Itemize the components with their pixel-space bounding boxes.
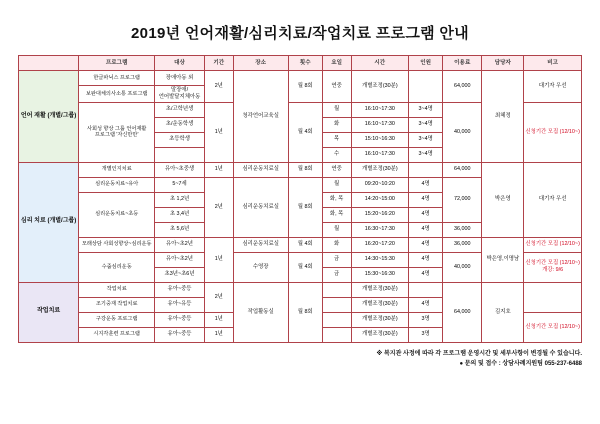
cell-day: 수 (322, 147, 351, 162)
cell-day: 월 (322, 222, 351, 237)
cell-time: 15:20~16:20 (351, 207, 409, 222)
group-cell-occupational: 작업치료 (19, 282, 79, 342)
cell-program: 보완대체의사소통 프로그램 (79, 86, 155, 103)
page-title: 2019년 언어재활/심리치료/작업치료 프로그램 안내 (131, 25, 469, 42)
header-program: 프로그램 (79, 56, 155, 71)
cell-target (155, 147, 205, 162)
table-row (19, 71, 582, 86)
header-target: 대상 (155, 56, 205, 71)
cell-program: 심리운동치료~유아 (79, 177, 155, 192)
cell-fee: 64,000 (443, 71, 482, 103)
header-period: 기간 (204, 56, 233, 71)
cell-people: 3~4명 (409, 117, 443, 132)
cell-period: 1년 (204, 312, 233, 327)
cell-day: 월 (322, 177, 351, 192)
cell-note (524, 282, 582, 312)
cell-day (322, 282, 351, 297)
cell-period: 2년 (204, 177, 233, 237)
cell-time: 개별조정(30분) (351, 162, 409, 177)
cell-time: 개별조정(30분) (351, 327, 409, 342)
cell-day: 화, 목 (322, 207, 351, 222)
cell-people: 3~4명 (409, 102, 443, 117)
group-cell-language: 언어 재활 (개별/그룹) (19, 71, 79, 163)
header-staff: 담당자 (482, 56, 524, 71)
cell-place: 작업활동실 (233, 282, 288, 342)
cell-target: 유아~중등 (155, 282, 205, 297)
cell-day (322, 297, 351, 312)
cell-day: 월 (322, 102, 351, 117)
cell-people: 4명 (409, 192, 443, 207)
header-group (19, 56, 79, 71)
cell-period: 1년 (204, 102, 233, 162)
cell-fee: 36,000 (443, 237, 482, 252)
cell-place: 수영장 (233, 252, 288, 282)
cell-time: 16:20~17:20 (351, 237, 409, 252)
cell-count: 월 8회 (288, 71, 322, 103)
cell-target: 초/운동학생 (155, 117, 205, 132)
cell-fee: 40,000 (443, 102, 482, 162)
cell-time: 16:10~17:30 (351, 102, 409, 117)
cell-staff: 김지호 (482, 282, 524, 342)
cell-program: 사회성 향상 그룹 언어재활 프로그램 '자신만만' (79, 102, 155, 162)
cell-people: 4명 (409, 237, 443, 252)
cell-people (409, 71, 443, 103)
cell-day: 연중 (322, 162, 351, 177)
header-count: 횟수 (288, 56, 322, 71)
cell-place: 심리운동치료실 (233, 162, 288, 177)
table-body (19, 71, 582, 343)
cell-program: 구강운동 프로그램 (79, 312, 155, 327)
cell-people: 3~4명 (409, 147, 443, 162)
cell-people: 3~4명 (409, 132, 443, 147)
program-table (18, 55, 582, 343)
cell-time: 16:10~17:30 (351, 147, 409, 162)
header-time: 시간 (351, 56, 409, 71)
cell-people: 3명 (409, 312, 443, 327)
header-people: 인원 (409, 56, 443, 71)
cell-time: 14:20~15:00 (351, 192, 409, 207)
cell-count: 월 4회 (288, 102, 322, 162)
cell-count: 월 4회 (288, 237, 322, 252)
cell-day: 화, 목 (322, 192, 351, 207)
cell-target: 유아~초2년 (155, 252, 205, 267)
cell-people: 4명 (409, 177, 443, 192)
cell-time: 09:20~10:20 (351, 177, 409, 192)
cell-target: 초 3,4년 (155, 207, 205, 222)
cell-target: 초 1,2년 (155, 192, 205, 207)
cell-period: 2년 (204, 71, 233, 103)
cell-fee: 36,000 (443, 222, 482, 237)
cell-people: 4명 (409, 297, 443, 312)
cell-day: 화 (322, 237, 351, 252)
cell-note: 신청기간 모집 (12/10~) (524, 102, 582, 162)
cell-note: 신청기간 모집 (12/10~) 개강: 9/6 (524, 252, 582, 282)
cell-people: 3명 (409, 327, 443, 342)
header-fee: 이용료 (443, 56, 482, 71)
cell-target: 유아~초중생 (155, 162, 205, 177)
cell-target: 초/고학년생 (155, 102, 205, 117)
cell-fee: 40,000 (443, 252, 482, 282)
cell-target: 유아~중등 (155, 327, 205, 342)
cell-count: 월 8회 (288, 282, 322, 342)
cell-note: 신청기간 모집 (12/10~) (524, 237, 582, 252)
cell-day (322, 312, 351, 327)
cell-count: 월 4회 (288, 252, 322, 282)
cell-day: 화 (322, 117, 351, 132)
header-place: 장소 (233, 56, 288, 71)
cell-target: 초 5,6년 (155, 222, 205, 237)
cell-people: 4명 (409, 267, 443, 282)
cell-people (409, 162, 443, 177)
cell-program: 작업치료 (79, 282, 155, 297)
cell-fee: 64,000 (443, 282, 482, 342)
cell-people (409, 282, 443, 297)
cell-target: 초3년~초6년 (155, 267, 205, 282)
header-note: 비고 (524, 56, 582, 71)
group-cell-psychology: 심리 치료 (개별/그룹) (19, 162, 79, 282)
cell-program: 개별인지치료 (79, 162, 155, 177)
cell-time: 14:30~15:30 (351, 252, 409, 267)
table-header (19, 56, 582, 71)
cell-place: 심리운동치료실 (233, 177, 288, 237)
footnote-contact: ● 문의 및 접수 : 상담사례지원팀 055-237-6488 (459, 361, 582, 368)
cell-target: 유아~유등 (155, 297, 205, 312)
cell-day: 목 (322, 132, 351, 147)
cell-people: 4명 (409, 207, 443, 222)
cell-target: 장애아동 외 (155, 71, 205, 86)
cell-day: 금 (322, 267, 351, 282)
cell-place: 심리운동치료실 (233, 237, 288, 252)
cell-day: 연중 (322, 71, 351, 103)
cell-target: 유아~초2년 (155, 237, 205, 252)
cell-target: 5~7세 (155, 177, 205, 192)
cell-period: 1년 (204, 237, 233, 282)
cell-day (322, 327, 351, 342)
cell-fee: 72,000 (443, 177, 482, 222)
table-row (19, 282, 582, 297)
cell-staff: 박은영,이명남 (482, 237, 524, 282)
table-header-row (19, 56, 582, 71)
cell-time: 16:30~17:30 (351, 222, 409, 237)
cell-note: 대기자 우선 (524, 71, 582, 103)
cell-program: 조기중재 작업치료 (79, 297, 155, 312)
cell-count: 월 8회 (288, 162, 322, 177)
footnote-policy: ※ 복지관 사정에 따라 각 프로그램 운영시간 및 세부사항이 변경될 수 있습니다. (376, 350, 582, 357)
cell-count: 월 8회 (288, 177, 322, 237)
cell-people: 4명 (409, 222, 443, 237)
cell-note: 대기자 우선 (524, 162, 582, 237)
cell-program: 모래상담 사회성향상~심리운동 (79, 237, 155, 252)
cell-program: 심리운동치료~초등 (79, 192, 155, 237)
cell-place: 청각언어교육실 (233, 71, 288, 163)
cell-target: 유아~중등 (155, 312, 205, 327)
cell-time: 개별조정(30분) (351, 312, 409, 327)
cell-time: 15:30~16:30 (351, 267, 409, 282)
cell-fee: 64,000 (443, 162, 482, 177)
cell-target: 말장애/언어발달지체아동 (155, 86, 205, 103)
cell-program: 한글파닉스 프로그램 (79, 71, 155, 86)
cell-note: 신청기간 모집 (12/10~) (524, 312, 582, 342)
cell-period: 2년 (204, 282, 233, 312)
cell-time: 개별조정(30분) (351, 71, 409, 103)
cell-people: 4명 (409, 252, 443, 267)
cell-program: 수줍심리운동 (79, 252, 155, 282)
cell-time: 개별조정(30분) (351, 297, 409, 312)
footnotes (18, 349, 582, 371)
cell-period: 1년 (204, 327, 233, 342)
cell-day: 금 (322, 252, 351, 267)
cell-staff: 박은영 (482, 162, 524, 237)
cell-target: 초등학생 (155, 132, 205, 147)
cell-time: 16:10~17:30 (351, 117, 409, 132)
table-row (19, 237, 582, 252)
cell-time: 개별조정(30분) (351, 282, 409, 297)
header-day: 요일 (322, 56, 351, 71)
cell-time: 15:10~16:30 (351, 132, 409, 147)
table-row (19, 162, 582, 177)
cell-period: 1년 (204, 162, 233, 177)
cell-staff: 최혜정 (482, 71, 524, 163)
cell-program: 시지각훈련 프로그램 (79, 327, 155, 342)
